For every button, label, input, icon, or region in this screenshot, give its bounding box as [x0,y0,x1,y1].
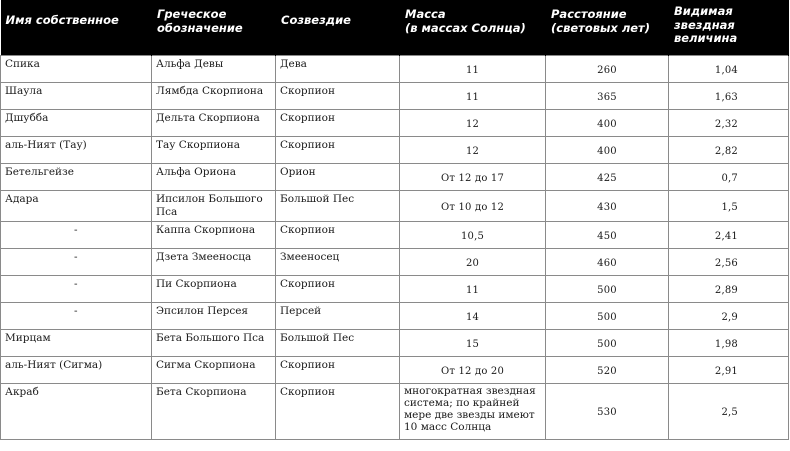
cell-greek: Альфа Девы [152,55,276,82]
header-greek-line-2: обозначение [157,20,243,35]
cell-distance: 520 [546,356,669,383]
header-name-line: Имя собственное [5,13,119,27]
table-row [1,248,789,275]
cell-greek: Бета Скорпиона [152,383,276,439]
cell-mass: От 10 до 12 [400,190,546,221]
table-header [1,0,789,55]
table-row [1,82,789,109]
cell-mass: 15 [400,329,546,356]
cell-greek: Тау Скорпиона [152,136,276,163]
cell-constellation: Скорпион [276,383,400,439]
cell-constellation: Скорпион [276,136,400,163]
cell-distance: 400 [546,136,669,163]
header-magnitude [669,0,789,55]
table-row [1,383,789,439]
table-row [1,136,789,163]
cell-greek: Альфа Ориона [152,163,276,190]
cell-mass: 12 [400,109,546,136]
cell-distance: 500 [546,302,669,329]
cell-magnitude: 2,9 [669,302,789,329]
header-constellation [276,0,400,55]
cell-name: Мирцам [1,329,152,356]
cell-magnitude: 2,41 [669,221,789,248]
cell-mass: 12 [400,136,546,163]
table-row [1,55,789,82]
header-constellation-line: Созвездие [281,13,351,27]
cell-greek: Сигма Скорпиона [152,356,276,383]
header-greek [152,0,276,55]
cell-name: аль-Ният (Сигма) [1,356,152,383]
header-name [1,0,152,55]
cell-mass: От 12 до 17 [400,163,546,190]
cell-magnitude: 0,7 [669,163,789,190]
cell-name: Спика [1,55,152,82]
cell-greek: Пи Скорпиона [152,275,276,302]
cell-mass: 11 [400,82,546,109]
cell-magnitude: 2,32 [669,109,789,136]
table-row [1,275,789,302]
header-mass-line-1: Масса [405,7,446,21]
cell-greek: Дельта Скорпиона [152,109,276,136]
cell-name: аль-Ният (Тау) [1,136,152,163]
cell-name: - [1,248,152,275]
cell-magnitude: 1,98 [669,329,789,356]
cell-distance: 425 [546,163,669,190]
cell-distance: 430 [546,190,669,221]
cell-name: Акраб [1,383,152,439]
cell-magnitude: 1,63 [669,82,789,109]
cell-name: Бетельгейзе [1,163,152,190]
table-row [1,190,789,221]
cell-magnitude: 2,82 [669,136,789,163]
cell-greek: Лямбда Скорпиона [152,82,276,109]
header-magnitude-line-2: звездная [674,17,735,32]
cell-distance: 365 [546,82,669,109]
cell-greek: Ипсилон Большого Пса [152,190,276,221]
cell-magnitude: 2,5 [669,383,789,439]
cell-distance: 260 [546,55,669,82]
cell-constellation: Скорпион [276,109,400,136]
header-distance-line-1: Расстояние [551,7,627,21]
cell-magnitude: 1,04 [669,55,789,82]
cell-name: - [1,275,152,302]
cell-magnitude: 2,89 [669,275,789,302]
cell-constellation: Персей [276,302,400,329]
cell-mass: 14 [400,302,546,329]
cell-greek: Эпсилон Персея [152,302,276,329]
cell-distance: 530 [546,383,669,439]
cell-distance: 500 [546,329,669,356]
table-row [1,329,789,356]
cell-name: - [1,221,152,248]
cell-constellation: Скорпион [276,82,400,109]
cell-mass: 20 [400,248,546,275]
cell-greek: Дзета Змееносца [152,248,276,275]
header-magnitude-line-1: Видимая [674,4,733,18]
header-distance [546,0,669,55]
cell-distance: 460 [546,248,669,275]
cell-magnitude: 1,5 [669,190,789,221]
cell-constellation: Большой Пес [276,329,400,356]
cell-name: - [1,302,152,329]
header-mass [400,0,546,55]
cell-name: Адара [1,190,152,221]
header-greek-line-1: Греческое [157,7,227,21]
cell-greek: Каппа Скорпиона [152,221,276,248]
cell-constellation: Дева [276,55,400,82]
cell-mass: От 12 до 20 [400,356,546,383]
cell-constellation: Змееносец [276,248,400,275]
cell-mass: 11 [400,55,546,82]
table-row [1,302,789,329]
cell-distance: 500 [546,275,669,302]
cell-magnitude: 2,56 [669,248,789,275]
table-row [1,221,789,248]
table-row [1,356,789,383]
header-mass-line-2: (в массах Солнца) [405,20,526,35]
cell-name: Дшубба [1,109,152,136]
cell-constellation: Скорпион [276,275,400,302]
cell-greek: Бета Большого Пса [152,329,276,356]
cell-distance: 400 [546,109,669,136]
cell-constellation: Скорпион [276,356,400,383]
cell-magnitude: 2,91 [669,356,789,383]
cell-constellation: Скорпион [276,221,400,248]
header-magnitude-line-3: величина [674,31,738,45]
cell-name: Шаула [1,82,152,109]
cell-constellation: Большой Пес [276,190,400,221]
table-body [1,55,789,439]
table-row [1,163,789,190]
header-distance-line-2: (световых лет) [551,20,650,35]
cell-mass: 10,5 [400,221,546,248]
cell-constellation: Орион [276,163,400,190]
cell-mass-note: многократная звездная система; по крайней мере две звезды имеют 10 масс Солнца [400,383,546,439]
cell-mass: 11 [400,275,546,302]
table-row [1,109,789,136]
cell-distance: 450 [546,221,669,248]
